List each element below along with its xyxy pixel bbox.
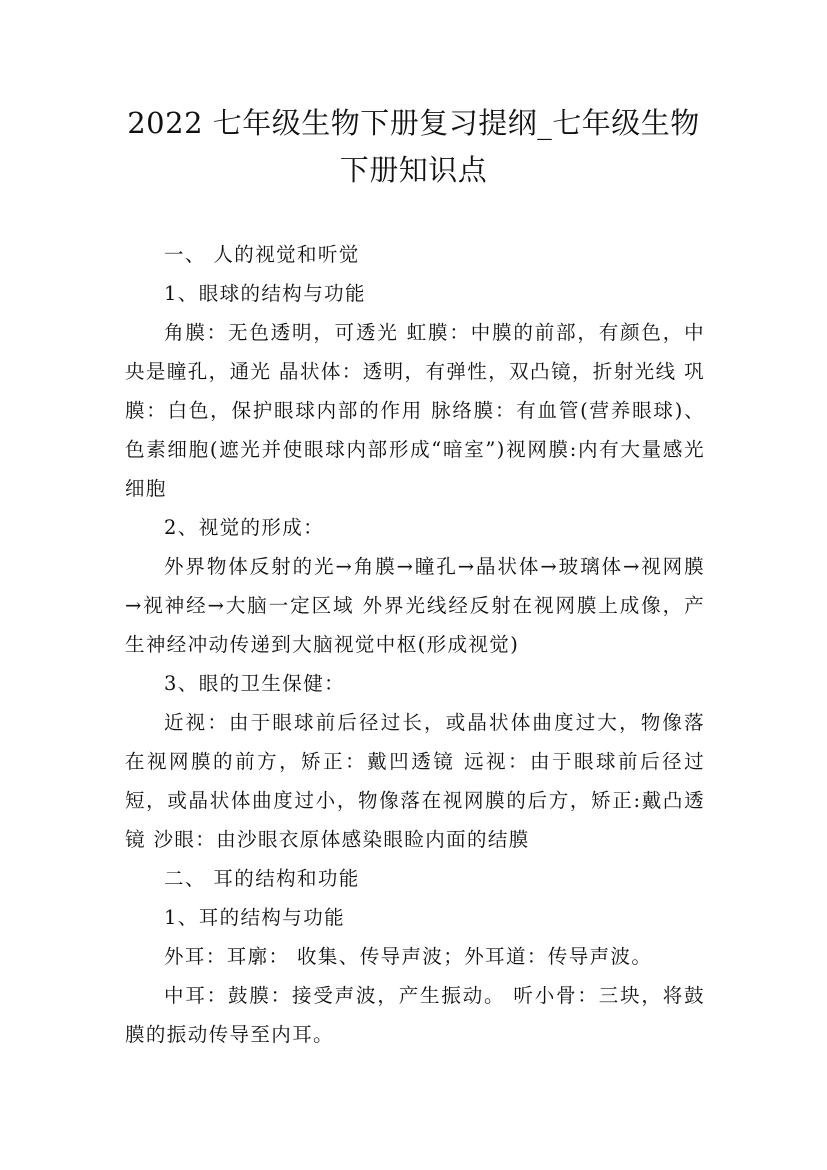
- paragraph-eye-parts: 角膜：无色透明，可透光 虹膜：中膜的前部，有颜色，中央是瞳孔，通光 晶状体：透明，有弹性，双凸镜，折射光线 巩膜：白色，保护眼球内部的作用 脉络膜：有血管(营养眼球)、色素细胞(遮光并使眼球内部形成“暗室”)视网膜:内有大量感光细胞: [125, 321, 705, 500]
- subheading-eye-health: 3、眼的卫生保健：: [164, 672, 346, 695]
- title-line-2: 下册知识点: [339, 153, 488, 187]
- subheading-vision-formation: 2、视觉的形成：: [164, 516, 325, 539]
- subheading-ear-structure: 1、耳的结构与功能: [164, 906, 346, 929]
- document-title: [100, 100, 727, 194]
- section-heading-vision-hearing: 一、 人的视觉和听觉: [164, 243, 360, 266]
- paragraph-eye-health: 近视：由于眼球前后径过长，或晶状体曲度过大，物像落在视网膜的前方，矫正：戴凹透镜 远视：由于眼球前后径过短，或晶状体曲度过小，物像落在视网膜的后方，矫正:戴凸透镜 沙眼：由沙眼衣原体感染眼睑内面的结膜: [125, 711, 705, 851]
- paragraph-vision-path: 外界物体反射的光→角膜→瞳孔→晶状体→玻璃体→视网膜→视神经→大脑一定区域 外界光线经反射在视网膜上成像，产生神经冲动传递到大脑视觉中枢(形成视觉): [125, 555, 705, 656]
- subheading-eye-structure: 1、眼球的结构与功能: [164, 282, 366, 305]
- section-heading-ear: 二、 耳的结构和功能: [164, 867, 360, 890]
- paragraph-middle-ear: 中耳：鼓膜：接受声波，产生振动。 听小骨：三块，将鼓膜的振动传导至内耳。: [125, 984, 705, 1046]
- document-body: [125, 235, 705, 1054]
- paragraph-outer-ear: 外耳：耳廓： 收集、传导声波；外耳道：传导声波。: [164, 945, 653, 968]
- title-line-1: 2022 七年级生物下册复习提纲_七年级生物: [127, 106, 700, 140]
